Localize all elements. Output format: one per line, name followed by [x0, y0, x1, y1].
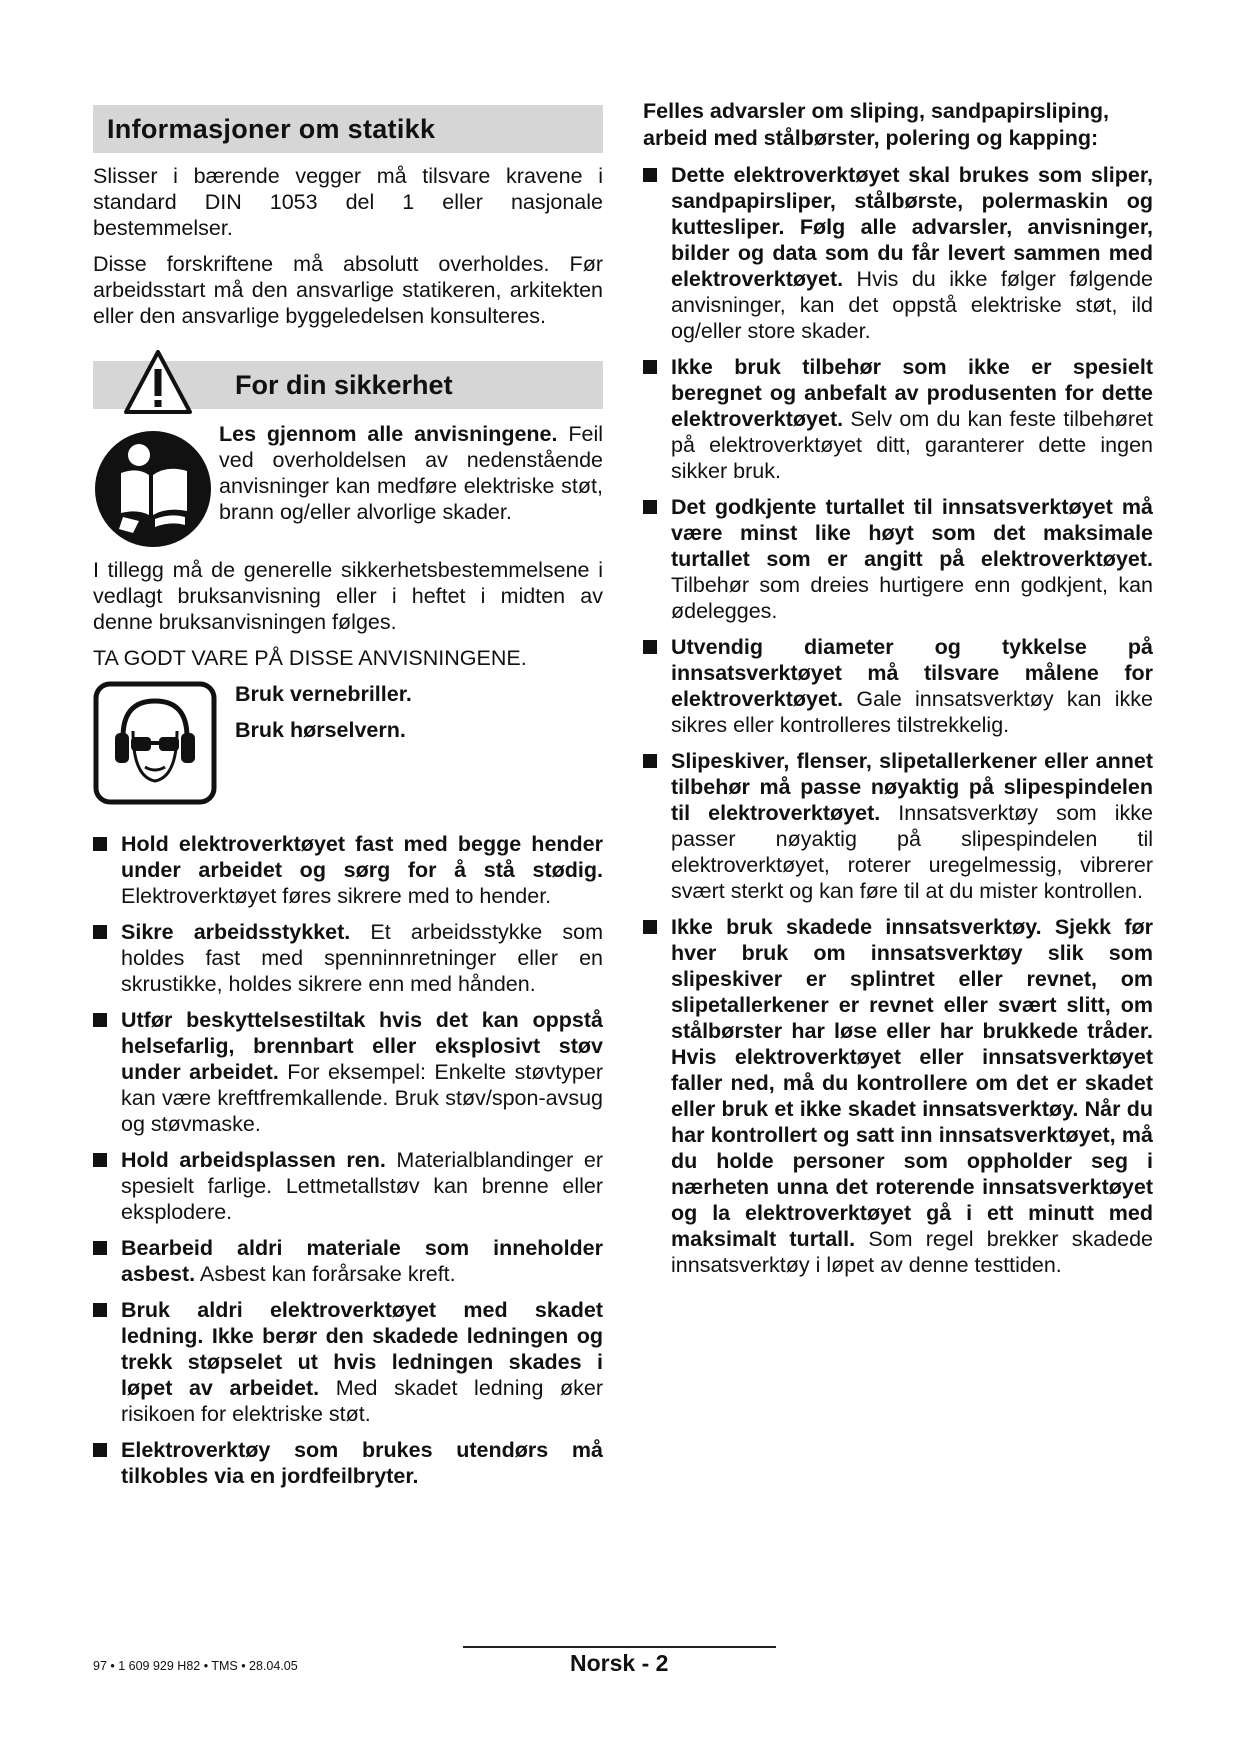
bullet-bold-text: Det godkjente turtallet til innsatsverktøyet må være minst like høyt som det maksimale turtallet som er angitt på elektroverktøyet.: [671, 495, 1153, 571]
bullet-bold-text: Utvendig diameter og tykkelse på innsatsverktøyet må tilsvare målene for elektroverktøyet.: [671, 635, 1153, 711]
wear-ear-protection-text: Bruk hørselvern.: [235, 718, 406, 742]
read-manual-icon: [93, 429, 213, 549]
page-number: Norsk - 2: [570, 1650, 669, 1676]
bullet-square-icon: [643, 920, 657, 934]
footer-rule: [463, 1646, 776, 1648]
footer-document-ref: 97 • 1 609 929 H82 • TMS • 28.04.05: [93, 1659, 298, 1673]
bullet-bold-text: Elektroverktøy som brukes utendørs må tilkobles via en jordfeilbryter.: [121, 1438, 603, 1488]
right-column: [643, 98, 1153, 1278]
bullet-square-icon: [93, 837, 107, 851]
bullet-text: Et arbeidsstykke som holdes fast med spenninnretninger eller en skrustikke, holdes sikrere enn med hånden.: [121, 920, 603, 996]
statics-paragraph-1: Slisser i bærende vegger må tilsvare kravene i standard DIN 1053 del 1 eller nasjonale bestemmelser.: [93, 164, 603, 240]
bullet-bold-text: Hold elektroverktøyet fast med begge hender under arbeidet og sørg for å stå stødig.: [121, 832, 603, 882]
bullet-text: Asbest kan forårsake kreft.: [195, 1262, 456, 1286]
bullet-bold-text: Ikke bruk tilbehør som ikke er spesielt beregnet og anbefalt av produsenten for dette elektroverktøyet.: [671, 355, 1153, 431]
read-instructions-text: [219, 421, 603, 525]
warning-triangle-icon: [123, 349, 193, 415]
bullet-square-icon: [643, 360, 657, 374]
bullet-bold-text: Bearbeid aldri materiale som inneholder asbest.: [121, 1236, 603, 1286]
list-item: [93, 831, 603, 909]
bullet-bold-text: Sikre arbeidsstykket.: [121, 920, 351, 944]
list-item: [643, 162, 1153, 344]
left-bullet-list: [93, 831, 603, 1489]
wear-goggles-text: Bruk vernebriller.: [235, 682, 412, 706]
bullet-bold-text: Bruk aldri elektroverktøyet med skadet ledning. Ikke berør den skadede ledningen og trekk støpselet ut hvis ledningen skades i løpet av arbeidet.: [121, 1298, 603, 1400]
bullet-text: Gale innsatsverktøy kan ikke sikres eller kontrolleres tilstrekkelig.: [671, 687, 1153, 737]
bullet-square-icon: [643, 754, 657, 768]
bullet-square-icon: [93, 1443, 107, 1457]
keep-instructions-caps: TA GODT VARE PÅ DISSE ANVISNINGENE.: [93, 646, 527, 670]
bullet-bold-text: Dette elektroverktøyet skal brukes som sliper, sandpapirsliper, stålbørste, polermaskin og kuttesliper. Følg alle advarsler, anvisninger, bilder og data som du får levert sammen med elektroverktøyet.: [671, 163, 1153, 291]
goggles-ear-protection-icon: [93, 681, 217, 805]
ppe-text: [235, 681, 412, 753]
bullet-text: Elektroverktøyet føres sikrere med to hender.: [121, 884, 552, 908]
bullet-square-icon: [93, 1153, 107, 1167]
bullet-square-icon: [93, 1303, 107, 1317]
bullet-square-icon: [643, 500, 657, 514]
read-instructions-block: [93, 421, 603, 551]
safety-header: [93, 359, 603, 409]
bullet-square-icon: [643, 168, 657, 182]
list-item: [93, 919, 603, 997]
list-item: [93, 1007, 603, 1137]
general-safety-paragraph: I tillegg må de generelle sikkerhetsbestemmelsene i vedlagt bruksanvisning eller i heftet i midten av denne bruksanvisningen følges.: [93, 558, 603, 634]
statics-heading: Informasjoner om statikk: [93, 105, 603, 153]
safety-heading: For din sikkerhet: [235, 370, 453, 400]
bullet-text: For eksempel: Enkelte støvtyper kan være kreftfremkallende. Bruk støv/spon-avsug og støvmaske.: [121, 1060, 603, 1136]
bullet-square-icon: [93, 925, 107, 939]
bullet-square-icon: [93, 1241, 107, 1255]
bullet-bold-text: Slipeskiver, flenser, slipetallerkener eller annet tilbehør må passe nøyaktig på slipespindelen til elektroverktøyet.: [671, 749, 1153, 825]
list-item: [643, 634, 1153, 738]
list-item: [643, 494, 1153, 624]
bullet-bold-text: Hold arbeidsplassen ren.: [121, 1148, 386, 1172]
bullet-square-icon: [643, 640, 657, 654]
read-instructions-rest: Feil ved overholdelsen av nedenstående anvisninger kan medføre elektriske støt, brann og/eller alvorlige skader.: [219, 422, 603, 524]
list-item: [93, 1297, 603, 1427]
bullet-text: Som regel brekker skadede innsatsverktøy i løpet av denne testtiden.: [671, 1227, 1153, 1277]
bullet-bold-text: Utfør beskyttelsestiltak hvis det kan oppstå helsefarlig, brennbart eller eksplosivt støv under arbeidet.: [121, 1008, 603, 1084]
list-item: [93, 1147, 603, 1225]
left-column: [93, 105, 603, 1489]
list-item: [93, 1437, 603, 1489]
ppe-block: [93, 681, 603, 821]
grinding-warnings-heading: Felles advarsler om sliping, sandpapirsliping, arbeid med stålbørster, polering og kapping:: [643, 99, 1109, 150]
list-item: [93, 1235, 603, 1287]
bullet-square-icon: [93, 1013, 107, 1027]
read-instructions-bold: Les gjennom alle anvisningene.: [219, 422, 558, 446]
list-item: [643, 914, 1153, 1278]
right-bullet-list: [643, 162, 1153, 1278]
bullet-text: Innsatsverktøy som ikke passer nøyaktig på slipespindelen til elektroverktøyet, roterer uregelmessig, vibrerer svært sterkt og kan føre til at du mister kontrollen.: [671, 801, 1153, 903]
list-item: [643, 748, 1153, 904]
bullet-bold-text: Ikke bruk skadede innsatsverktøy. Sjekk før hver bruk om innsatsverktøy slik som slipeskiver er splintret eller revnet, om slipetallerkener er revnet eller svært slitt, om stålbørster har løse eller har brukkede tråder. Hvis elektroverktøyet eller innsatsverktøyet faller ned, må du kontrollere om det er skadet eller bruk et ikke skadet innsatsverktøy. Når du har kontrollert og satt inn innsatsverktøyet, må du holde personer som oppholder seg i nærheten unna det roterende innsatsverktøyet og la elektroverktøyet gå i ett minutt med maksimalt turtall.: [671, 915, 1153, 1251]
bullet-text: Med skadet ledning øker risikoen for elektriske støt.: [121, 1376, 603, 1426]
bullet-text: Materialblandinger er spesielt farlige. Lettmetallstøv kan brenne eller eksplodere.: [121, 1148, 603, 1224]
bullet-text: Selv om du kan feste tilbehøret på elektroverktøyet ditt, garanterer dette ingen sikker bruk.: [671, 407, 1153, 483]
statics-paragraph-2: Disse forskriftene må absolutt overholdes. Før arbeidsstart må den ansvarlige statikeren, arkitekten eller den ansvarlige byggeledelsen konsulteres.: [93, 252, 603, 328]
bullet-text: Hvis du ikke følger følgende anvisninger, kan det oppstå elektriske støt, ild og/eller store skader.: [671, 267, 1153, 343]
bullet-text: Tilbehør som dreies hurtigere enn godkjent, kan ødelegges.: [671, 573, 1153, 623]
list-item: [643, 354, 1153, 484]
